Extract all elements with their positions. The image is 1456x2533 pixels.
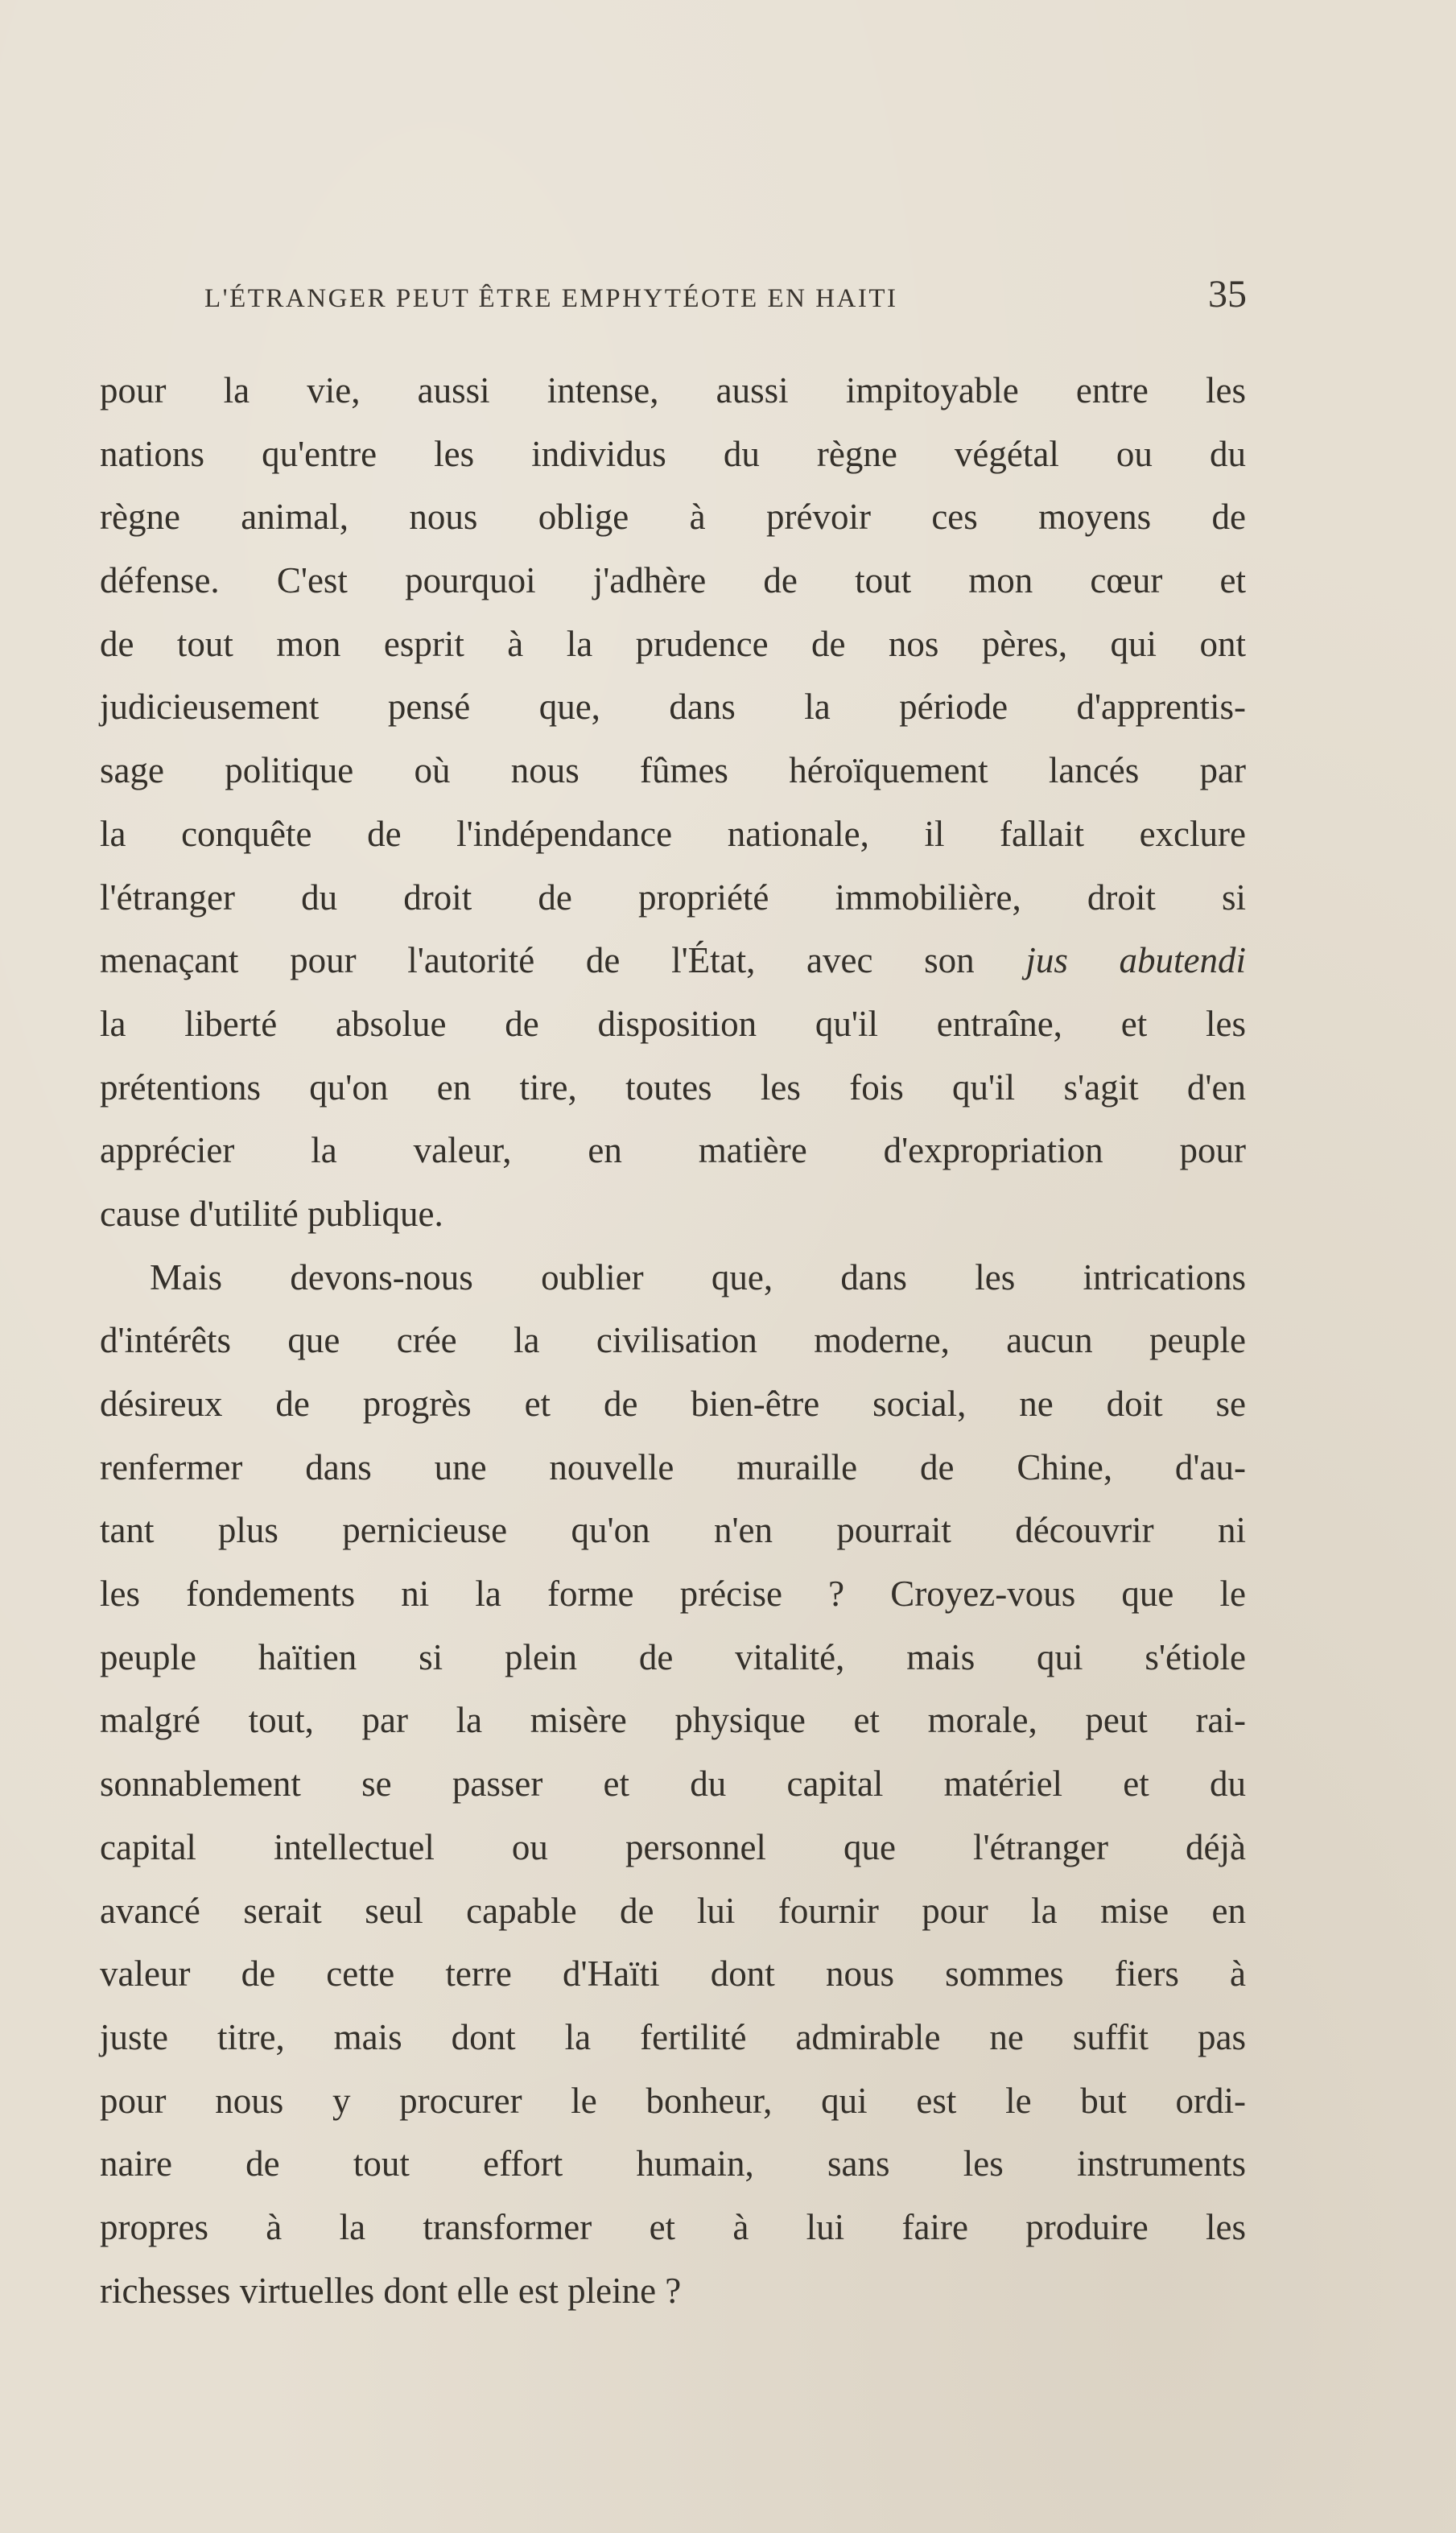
text-line: pour la vie, aussi intense, aussi impitoyable entre les <box>100 370 1246 410</box>
body-text <box>100 359 1246 2322</box>
text-line: la conquête de l'indépendance nationale, il fallait exclure <box>100 813 1246 854</box>
text-line: de tout mon esprit à la prudence de nos pères, qui ont <box>100 623 1246 664</box>
text-line: juste titre, mais dont la fertilité admirable ne suffit pas <box>100 2016 1246 2057</box>
text-line: propres à la transformer et à lui faire produire les <box>100 2206 1246 2247</box>
text-line: les fondements ni la forme précise ? Croyez-vous que le <box>100 1574 1246 1615</box>
text-line: nations qu'entre les individus du règne végétal ou du <box>100 433 1246 474</box>
paragraph-end-line: richesses virtuelles dont elle est pleine ? <box>100 2270 682 2311</box>
running-title: L'ÉTRANGER PEUT ÊTRE EMPHYTÉOTE EN HAITI <box>204 284 898 313</box>
text-line: règne animal, nous oblige à prévoir ces moyens de <box>100 497 1246 538</box>
text-line: tant plus pernicieuse qu'on n'en pourrait découvrir ni <box>100 1510 1246 1551</box>
text-line: l'étranger du droit de propriété immobilière, droit si <box>100 877 1246 918</box>
page-number: 35 <box>1208 273 1247 316</box>
text-line: défense. C'est pourquoi j'adhère de tout mon cœur et <box>100 560 1246 601</box>
paragraph-end-line: cause d'utilité publique. <box>100 1193 443 1234</box>
text-line: la liberté absolue de disposition qu'il entraîne, et les <box>100 1003 1246 1044</box>
line-prefix: menaçant pour l'autorité de l'État, avec son <box>100 940 1026 981</box>
text-line: apprécier la valeur, en matière d'expropriation pour <box>100 1130 1246 1171</box>
italic-latin-phrase: jus abutendi <box>1025 940 1246 981</box>
text-line: pour nous y procurer le bonheur, qui est le but ordi- <box>100 2080 1246 2121</box>
text-line: désireux de progrès et de bien-être social, ne doit se <box>100 1384 1246 1424</box>
text-line: d'intérêts que crée la civilisation moderne, aucun peuple <box>100 1320 1246 1361</box>
paragraph-start-line: Mais devons-nous oublier que, dans les intrications <box>150 1256 1246 1297</box>
text-line: renfermer dans une nouvelle muraille de Chine, d'au- <box>100 1446 1246 1487</box>
text-line: sage politique où nous fûmes héroïquement lancés par <box>100 750 1246 791</box>
text-line: judicieusement pensé que, dans la période d'apprentis- <box>100 687 1246 728</box>
text-line: prétentions qu'on en tire, toutes les fois qu'il s'agit d'en <box>100 1066 1246 1108</box>
text-line-with-italic <box>100 929 1246 992</box>
text-line: avancé serait seul capable de lui fournir pour la mise en <box>100 1890 1246 1931</box>
text-line: capital intellectuel ou personnel que l'étranger déjà <box>100 1826 1246 1867</box>
text-line: peuple haïtien si plein de vitalité, mais qui s'étiole <box>100 1636 1246 1677</box>
text-line: malgré tout, par la misère physique et morale, peut rai- <box>100 1700 1246 1741</box>
text-line: sonnablement se passer et du capital matériel et du <box>100 1764 1246 1805</box>
page-header <box>204 272 1247 328</box>
text-line: naire de tout effort humain, sans les instruments <box>100 2143 1246 2184</box>
text-line: valeur de cette terre d'Haïti dont nous sommes fiers à <box>100 1953 1246 1995</box>
